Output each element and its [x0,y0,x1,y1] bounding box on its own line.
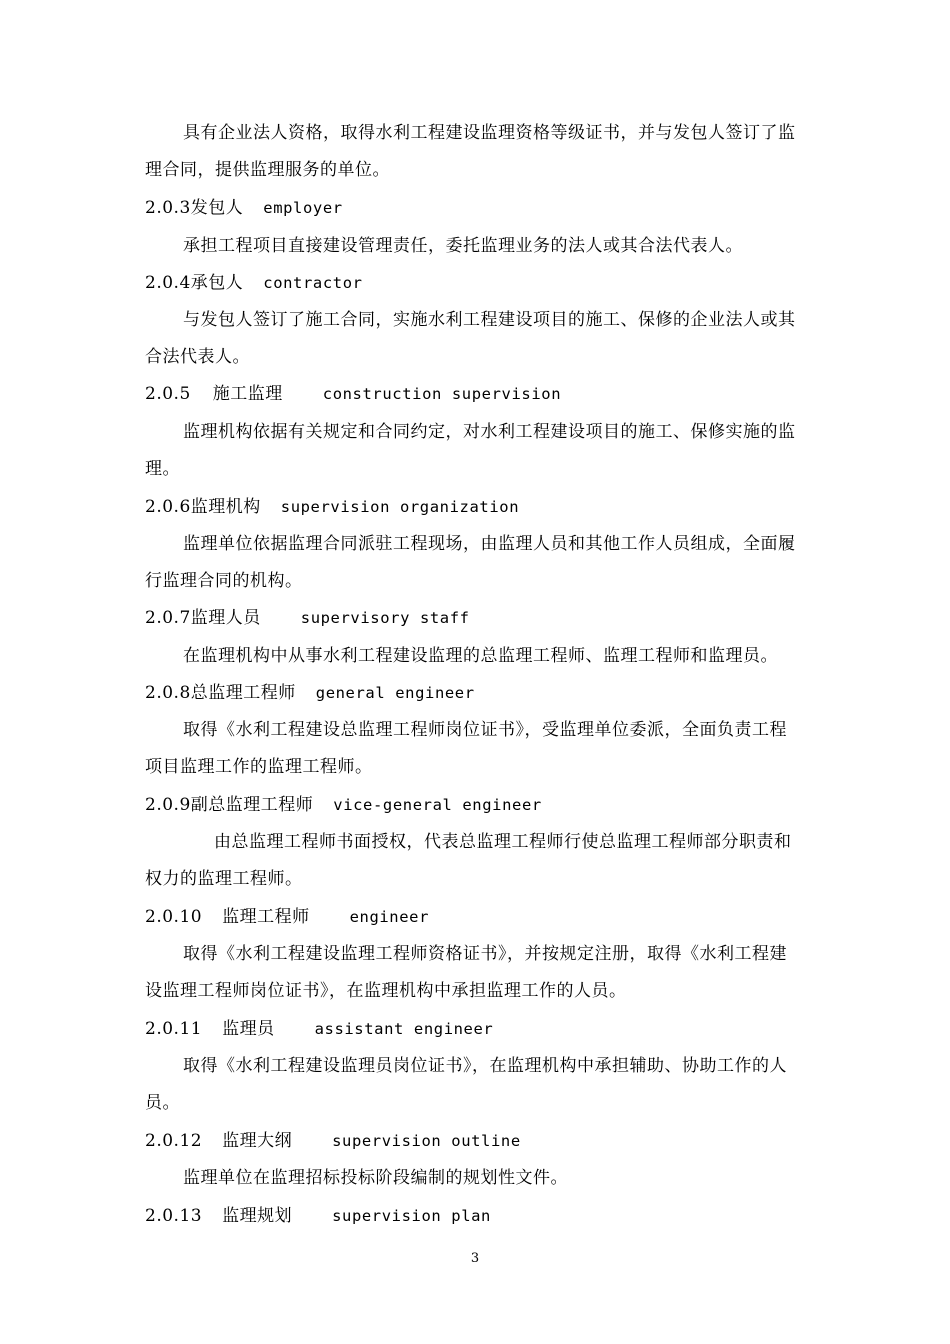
term-number: 2.0.13 [145,1206,203,1226]
term-heading [145,605,850,631]
term-english: construction supervision [322,385,562,403]
term-number: 2.0.7 [145,608,191,628]
term-english: supervision organization [280,498,520,516]
term-english: general engineer [315,684,475,702]
paragraph-line: 权力的监理工程师。 [145,869,303,889]
term-heading [145,1128,850,1154]
paragraph-line: 行监理合同的机构。 [145,571,303,591]
term-chinese: 监理工程师 [222,907,310,927]
paragraph-line: 监理单位依据监理合同派驻工程现场，由监理人员和其他工作人员组成，全面履 [183,534,796,554]
term-english: supervision plan [332,1207,491,1225]
term-heading [145,792,850,818]
paragraph-line: 由总监理工程师书面授权，代表总监理工程师行使总监理工程师部分职责和 [214,832,792,852]
term-chinese: 监理机构 [190,497,261,517]
term-heading [145,1016,850,1042]
paragraph-line: 员。 [145,1093,180,1113]
paragraph-line: 与发包人签订了施工合同，实施水利工程建设项目的施工、保修的企业法人或其 [183,310,796,330]
term-heading [145,680,850,706]
term-heading [145,381,850,407]
term-english: supervision outline [332,1132,521,1150]
term-number: 2.0.3 [145,198,191,218]
paragraph-line: 理合同，提供监理服务的单位。 [145,160,390,180]
page-number: 3 [470,1251,480,1266]
term-heading [145,270,850,296]
term-chinese: 监理人员 [190,608,261,628]
paragraph-line: 项目监理工作的监理工程师。 [145,757,373,777]
term-chinese: 监理大纲 [222,1131,293,1151]
term-number: 2.0.4 [145,273,191,293]
term-english: contractor [263,274,363,292]
paragraph-line: 理。 [145,459,180,479]
term-chinese: 副总监理工程师 [190,795,314,815]
term-chinese: 监理员 [222,1019,275,1039]
term-chinese: 施工监理 [212,384,283,404]
term-heading [145,904,850,930]
paragraph-line: 监理单位在监理招标投标阶段编制的规划性文件。 [183,1168,568,1188]
paragraph-line: 在监理机构中从事水利工程建设监理的总监理工程师、监理工程师和监理员。 [183,646,778,666]
paragraph-line: 设监理工程师岗位证书》，在监理机构中承担监理工作的人员。 [145,981,627,1001]
term-english: engineer [349,908,430,926]
term-number: 2.0.8 [145,683,191,703]
term-heading [145,1203,850,1229]
term-number: 2.0.9 [145,795,191,815]
term-number: 2.0.11 [145,1019,203,1039]
term-chinese: 发包人 [190,198,244,218]
paragraph-line: 取得《水利工程建设总监理工程师岗位证书》，受监理单位委派，全面负责工程 [183,720,787,740]
term-number: 2.0.6 [145,497,191,517]
term-chinese: 承包人 [190,273,244,293]
term-chinese: 监理规划 [222,1206,293,1226]
term-number: 2.0.5 [145,384,191,404]
paragraph-line: 取得《水利工程建设监理员岗位证书》，在监理机构中承担辅助、协助工作的人 [183,1056,787,1076]
term-heading [145,195,850,221]
paragraph-line: 监理机构依据有关规定和合同约定，对水利工程建设项目的施工、保修实施的监 [183,422,796,442]
term-english: vice-general engineer [333,796,542,814]
term-english: supervisory staff [300,609,470,627]
paragraph-line: 取得《水利工程建设监理工程师资格证书》，并按规定注册，取得《水利工程建 [183,944,787,964]
paragraph-line: 具有企业法人资格，取得水利工程建设监理资格等级证书，并与发包人签订了监 [183,123,796,143]
term-heading [145,494,850,520]
term-english: assistant engineer [314,1020,494,1038]
term-english: employer [263,199,343,217]
term-number: 2.0.10 [145,907,203,927]
term-number: 2.0.12 [145,1131,203,1151]
paragraph-line: 合法代表人。 [145,347,250,367]
term-chinese: 总监理工程师 [190,683,296,703]
paragraph-line: 承担工程项目直接建设管理责任，委托监理业务的法人或其合法代表人。 [183,236,743,256]
